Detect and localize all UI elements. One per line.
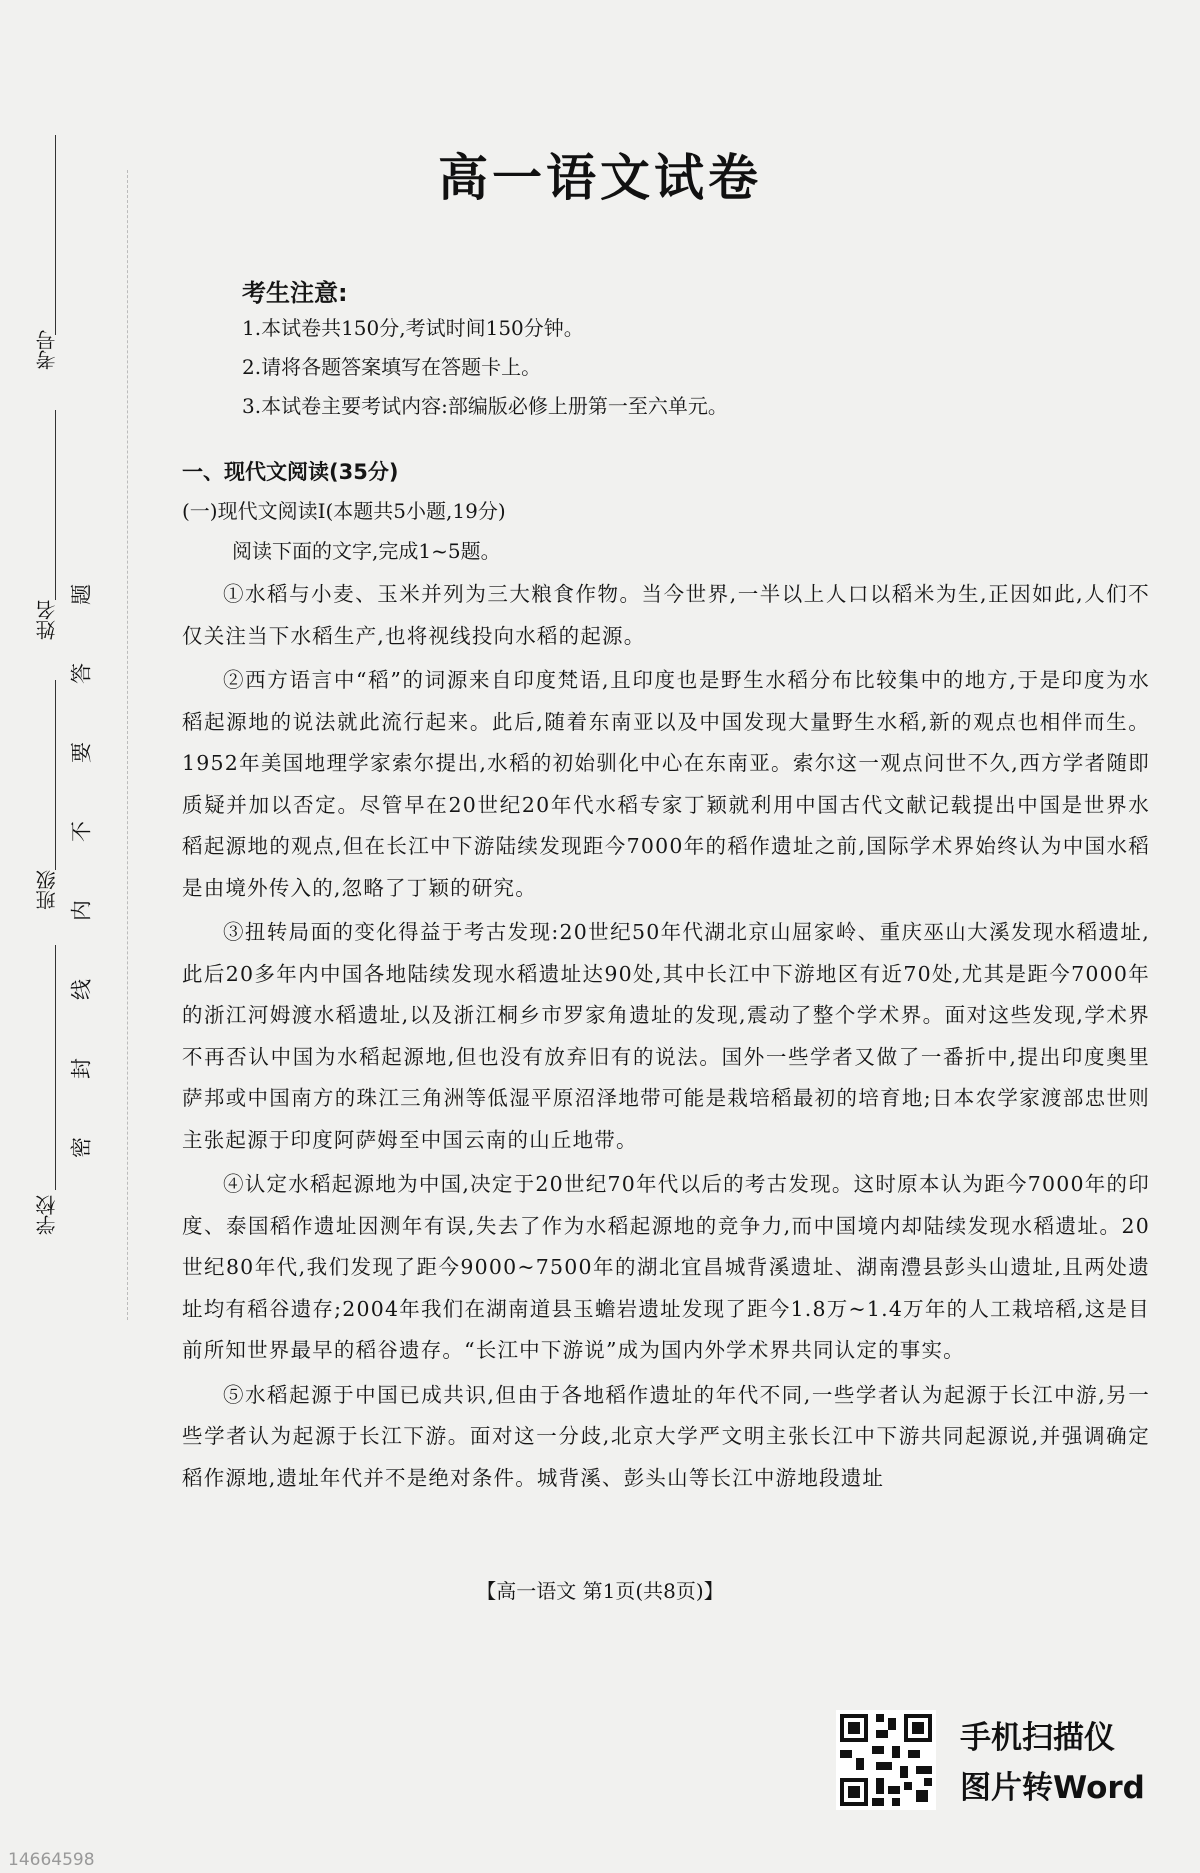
binding-field-class [32,870,61,910]
passage-paragraph: ⑤水稻起源于中国已成共识,但由于各地稻作遗址的年代不同,一些学者认为起源于长江中游,另一些学者认为起源于长江下游。面对这一分歧,北京大学严文明主张长江中下游共同起源说,并强调确定稻作源地,遗址年代并不是绝对条件。城背溪、彭头山等长江中游地段遗址 [182,1382,1150,1490]
page-footer: 【高一语文 第1页(共8页)】 [476,1579,724,1603]
blank-line [55,680,56,870]
seal-line-text [69,555,118,1187]
binding-label: 学校 [35,1195,59,1235]
reading-passage [182,574,1150,1502]
document-id: 14664598 [8,1850,95,1870]
notice-item: 2.请将各题答案填写在答题卡上。 [242,355,542,379]
watermark-line: 手机扫描仪 [960,1720,1115,1756]
binding-field-school [32,1195,61,1235]
seal-char: 要 [69,742,94,763]
notice-item: 3.本试卷主要考试内容:部编版必修上册第一至六单元。 [242,394,728,418]
binding-label: 姓名 [35,600,59,640]
reading-instruction: 阅读下面的文字,完成1~5题。 [232,539,501,563]
page-title: 高一语文试卷 [438,149,762,207]
seal-char: 内 [69,900,94,921]
blank-line [55,410,56,600]
seal-char: 不 [69,821,94,842]
section-heading: 一、现代文阅读(35分) [182,460,399,484]
passage-paragraph: ③扭转局面的变化得益于考古发现:20世纪50年代湖北京山屈家岭、重庆巫山大溪发现水稻遗址,此后20多年内中国各地陆续发现水稻遗址达90处,其中长江中下游地区有近70处,尤其是距今7000年的浙江河姆渡水稻遗址,以及浙江桐乡市罗家角遗址的发现,震动了整个学术界。面对这些发现,学术界不再否认中国为水稻起源地,但也没有放弃旧有的说法。国外一些学者又做了一番折中,提出印度奥里萨邦或中国南方的珠江三角洲等低湿平原沼泽地带可能是栽培稻最初的培育地;日本农学家渡部忠世则主张起源于印度阿萨姆至中国云南的山丘地带。 [182,920,1150,1152]
seal-char: 题 [69,584,94,605]
blank-line [55,945,56,1190]
binding-field-exam-number [32,330,61,370]
passage-paragraph: ②西方语言中“稻”的词源来自印度梵语,且印度也是野生水稻分布比较集中的地方,于是印度为水稻起源地的说法就此流行起来。此后,随着东南亚以及中国发现大量野生水稻,新的观点也相伴而生。1952年美国地理学家索尔提出,水稻的初始驯化中心在东南亚。索尔这一观点问世不久,西方学者随即质疑并加以否定。尽管早在20世纪20年代水稻专家丁颖就利用中国古代文献记载提出中国是世界水稻起源地的观点,但在长江中下游陆续发现距今7000年的稻作遗址之前,国际学术界始终认为中国水稻是由境外传入的,忽略了丁颖的研究。 [182,668,1150,900]
watermark-line: 图片转Word [960,1770,1145,1806]
seal-dash-line [127,170,128,1320]
notice-item: 1.本试卷共150分,考试时间150分钟。 [242,316,584,340]
qr-code-icon [836,1710,936,1810]
subsection-heading: (一)现代文阅读Ⅰ(本题共5小题,19分) [182,499,506,523]
seal-char: 答 [69,663,94,684]
passage-paragraph: ④认定水稻起源地为中国,决定于20世纪70年代以后的考古发现。这时原本认为距今7000年的印度、泰国稻作遗址因测年有误,失去了作为水稻起源地的竞争力,而中国境内却陆续发现水稻遗址。20世纪80年代,我们发现了距今9000~7500年的湖北宜昌城背溪遗址、湖南澧县彭头山遗址,且两处遗址均有稻谷遗存;2004年我们在湖南道县玉蟾岩遗址发现了距今1.8万~1.4万年的人工栽培稻,这是目前所知世界最早的稻谷遗存。“长江中下游说”成为国内外学术界共同认定的事实。 [182,1172,1150,1362]
seal-char: 线 [69,979,94,1000]
binding-label: 班级 [35,870,59,910]
seal-char: 密 [69,1137,94,1158]
seal-char: 封 [69,1058,94,1079]
passage-paragraph: ①水稻与小麦、玉米并列为三大粮食作物。当今世界,一半以上人口以稻米为生,正因如此,人们不仅关注当下水稻生产,也将视线投向水稻的起源。 [182,582,1150,648]
notice-heading: 考生注意: [242,279,348,307]
binding-field-name [32,600,61,640]
binding-label: 考号 [35,330,59,370]
